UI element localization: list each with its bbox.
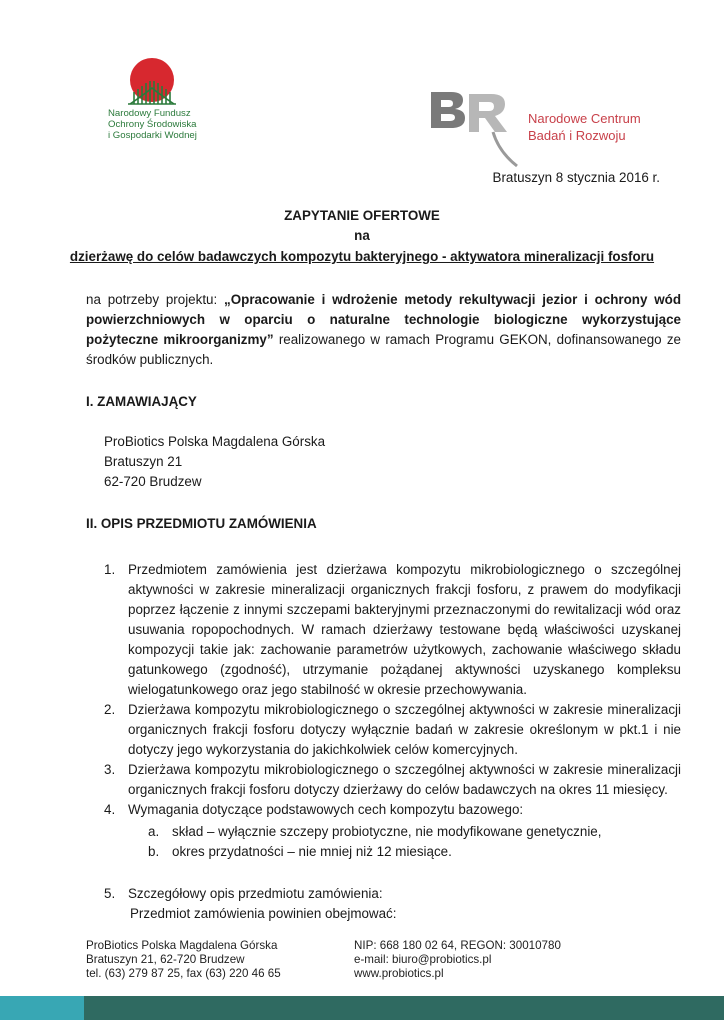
list-item: [104, 760, 681, 800]
list-item-text: Przedmiotem zamówienia jest dzierżawa kompozytu mikrobiologicznego o szczególnej aktywności w zakresie mineralizacji organicznych frakcji fosforu, z prawem do modyfikacji poprzez łączenie z innymi szczepami bakteryjnymi przeznaczonymi do rewitalizacji wód oraz usuwania ropopochodnych. W ramach dzierżawy testowane będą właściwości uzyskanej kompozycji takie jak: zachowanie parametrów użytkowych, zachowanie właściwego składu gatunkowego (zgodność), utrzymanie pożądanej aktywności uzyskanego kompleksu wielogatunkowego oraz jego stabilność w okresie przechowywania.: [128, 562, 681, 697]
intro-suffix: realizowanego w ramach Programu GEKON, dofinansowanego ze środków publicznych.: [86, 332, 681, 367]
ncbr-logo-mark: [431, 92, 517, 166]
footer-line: e-mail: biuro@probiotics.pl: [354, 953, 492, 966]
list-item-number: 2.: [104, 702, 116, 717]
list-item-number: 1.: [104, 562, 116, 577]
list-item: [104, 884, 681, 904]
document-title: ZAPYTANIE OFERTOWE: [284, 208, 440, 223]
footer-bar: [0, 996, 724, 1020]
nfos-logo-line: Ochrony Środowiska: [108, 119, 197, 130]
footer-line: ProBiotics Polska Magdalena Górska: [86, 939, 278, 952]
document-date: Bratuszyn 8 stycznia 2016 r.: [492, 170, 660, 185]
nfos-logo-line: Narodowy Fundusz: [108, 108, 191, 119]
ncbr-logo-text: [528, 110, 641, 144]
list-item-text: Szczegółowy opis przedmiotu zamówienia:: [128, 886, 383, 901]
list-item-text: Wymagania dotyczące podstawowych cech kompozytu bazowego:: [128, 802, 524, 817]
footer-line: Bratuszyn 21, 62-720 Brudzew: [86, 953, 245, 966]
sub-list-item-letter: a.: [148, 824, 160, 839]
sub-list-item-text: skład – wyłącznie szczepy probiotyczne, nie modyfikowane genetycznie,: [172, 824, 602, 839]
footer-line: NIP: 668 180 02 64, REGON: 30010780: [354, 939, 561, 952]
address-line: ProBiotics Polska Magdalena Górska: [104, 434, 326, 449]
section-heading-contracting-party: I. ZAMAWIAJĄCY: [86, 394, 197, 409]
ncbr-logo-line: Narodowe Centrum: [528, 111, 641, 126]
document-subject: dzierżawę do celów badawczych kompozytu bakteryjnego - aktywatora mineralizacji fosforu: [69, 249, 655, 264]
sub-list-item-letter: b.: [148, 844, 160, 859]
list-item: [104, 560, 681, 700]
list-item-text: Dzierżawa kompozytu mikrobiologicznego o szczególnej aktywności w zakresie mineralizacji organicznych frakcji fosforu dotyczy wyłącznie badań w zakresie określonym w pkt.1 i nie dotyczy jego wykorzystania do jakichkolwiek celów komercyjnych.: [128, 702, 681, 757]
intro-prefix: na potrzeby projektu:: [86, 292, 225, 307]
project-name: „Opracowanie i wdrożenie metody rekultywacji jezior i ochrony wód powierzchniowych w oparciu o naturalne technologie biologiczne wykorzystujące pożyteczne mikroorganizmy”: [86, 292, 681, 347]
list-item-continuation: Przedmiot zamówienia powinien obejmować:: [130, 906, 397, 921]
footer-company-info: [86, 939, 281, 981]
nfos-logo-line: i Gospodarki Wodnej: [108, 130, 197, 141]
sub-list-item: [148, 822, 668, 842]
nfos-logo-text: [108, 108, 197, 141]
list-item: [104, 800, 681, 820]
footer-line: tel. (63) 279 87 25, fax (63) 220 46 65: [86, 967, 281, 980]
nfos-logo-sun: [130, 58, 174, 102]
address-line: Bratuszyn 21: [104, 454, 183, 469]
sub-list-item: [148, 842, 668, 862]
address-line: 62-720 Brudzew: [104, 474, 202, 489]
list-item-number: 4.: [104, 802, 116, 817]
footer-bar-accent: [0, 996, 84, 1020]
intro-paragraph: [86, 290, 681, 370]
list-item-text: Dzierżawa kompozytu mikrobiologicznego o szczególnej aktywności w zakresie mineralizacji organicznych frakcji fosforu dotyczy dzierżawy do celów badawczych na okres 11 miesięcy.: [128, 762, 681, 797]
list-item: [104, 700, 681, 760]
section-heading-order-description: II. OPIS PRZEDMIOTU ZAMÓWIENIA: [86, 516, 317, 531]
list-item-number: 5.: [104, 886, 116, 901]
ncbr-logo-line: Badań i Rozwoju: [528, 128, 626, 143]
list-item-number: 3.: [104, 762, 116, 777]
footer-line: www.probiotics.pl: [354, 967, 444, 980]
sub-list-item-text: okres przydatności – nie mniej niż 12 miesiące.: [172, 844, 452, 859]
contracting-party-address: [104, 432, 604, 492]
document-title-connector: na: [354, 228, 370, 243]
footer-registration-info: [354, 939, 561, 981]
